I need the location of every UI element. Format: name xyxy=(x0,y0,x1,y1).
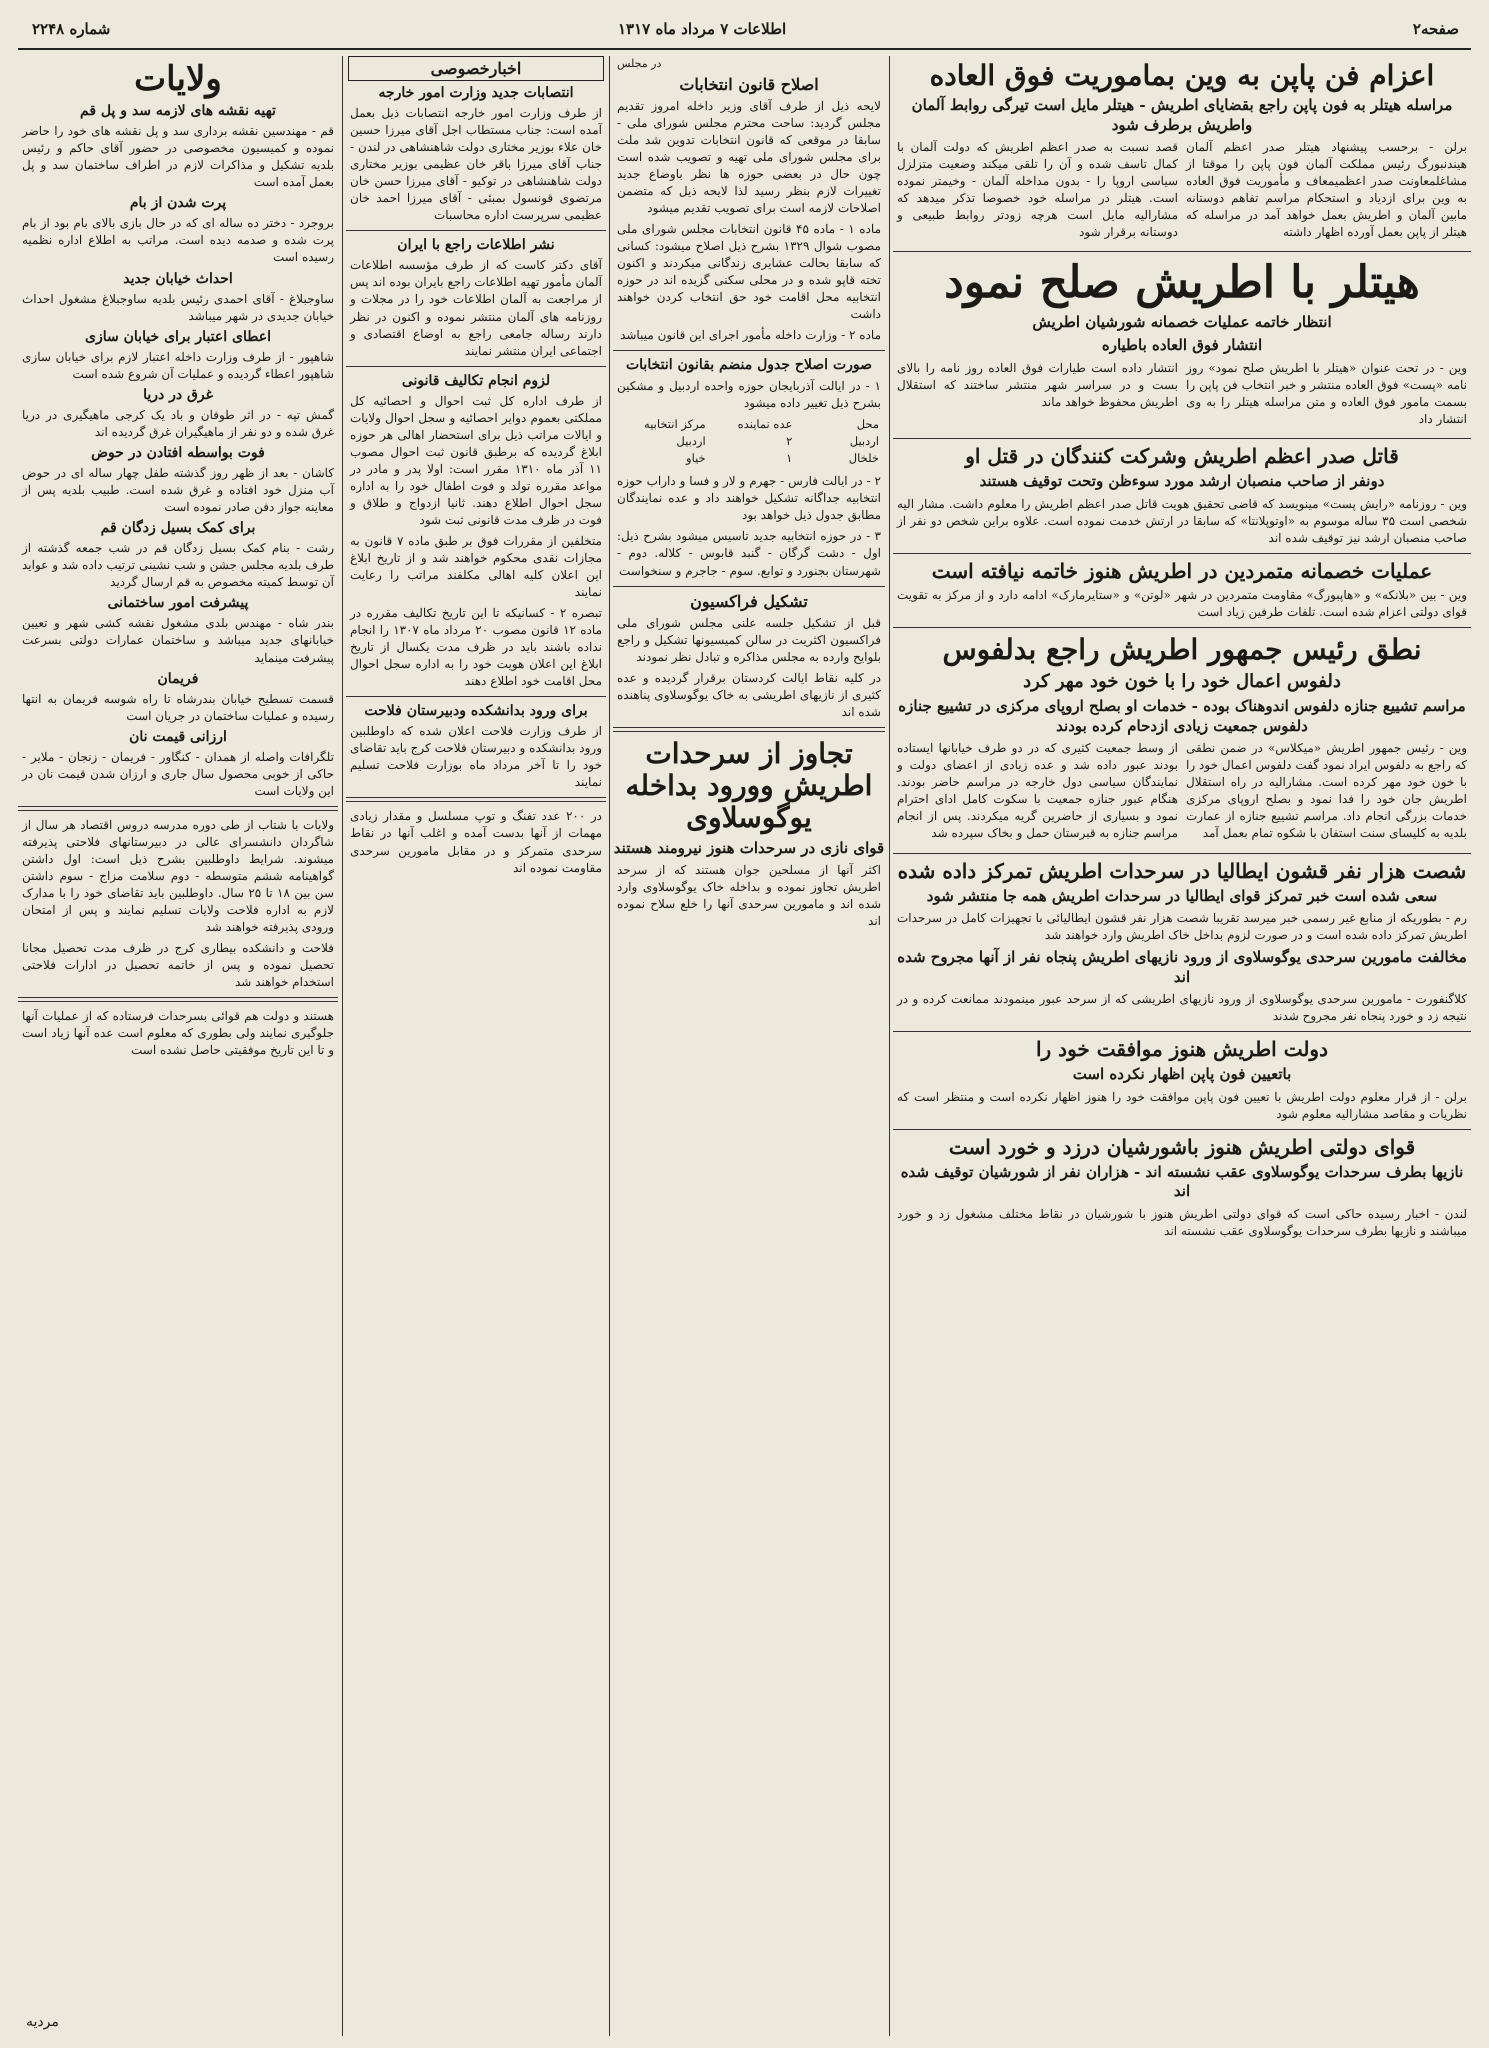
article-text: گمش تپه - در اثر طوفان و باد یک کرجی ماهیگیری در دریا غرق شده و دو نفر از ماهیگیران غرق گردیده اند xyxy=(22,407,334,439)
article-text: انتشار داده است طیارات فوق العاده روز نامه را بالای بست و در سراسر شهر منتشر ساختند که استقلال اطریش محفوظ خواهد ماند xyxy=(897,360,1178,410)
headline-austria-consent: دولت اطریش هنوز موافقت خود را xyxy=(1036,1037,1328,1062)
section-tag: در مجلس xyxy=(617,57,662,70)
headline-election-law: اصلاح قانون انتخابات xyxy=(679,74,819,94)
headline-president-speech: نطق رئیس جمهور اطریش راجع بدلفوس xyxy=(942,632,1422,666)
article-text: از طرف وزارت امور خارجه انتصابات ذیل بعمل آمده است: جناب مستطاب اجل آقای میرزا حسین خان علاء بوزیر مختاری دولت شاهنشاهی در لندن - جناب آقای میرزا باقر خان عظیمی بوزیر مختاری دولت شاهنشاهی در توکیو - آقای میرزا حسن خان مرتضوی قونسول بمبئی - آقای میرزا احمد خان عظیمی سرپرست اداره محاسبات xyxy=(350,106,602,223)
subhead-assassin: دونفر از صاحب منصبان ارشد مورد سوءظن وتحت توقیف هستند xyxy=(979,472,1385,491)
headline-appointments: انتصابات جدید وزارت امور خارجه xyxy=(378,85,574,101)
article-text: رشت - بنام کمک بسیل زدگان قم در شب جمعه گذشته از طرف بلدیه مجلس جشن و شب نشینی ترتیب داده شد و عواید آن توسط کمیته مخصوص به قم ارسال گردید xyxy=(22,541,334,590)
subhead-peace-2: انتشار فوق العاده باطیاره xyxy=(1101,336,1263,355)
article-text: در کلیه نقاط ایالت کردستان برقرار گردیده و عده کثیری از نازیهای اطریشی به خاک یوگوسلاوی پناهنده شده اند xyxy=(617,671,881,720)
headline-flood-aid: برای کمک بسیل زدگان قم xyxy=(100,520,256,537)
article-text: ماده ۱ - ماده ۴۵ قانون انتخابات مجلس شورای ملی مصوب شوال ۱۳۲۹ بشرح ذیل اصلاح میشود: کسانی که سابقا بحالت عشایری زندگانی میکردند و اکنون تخته قاپو شده و در محلی سکنی گزیده اند در حوزه انتخابیه محل اقامت خود حق انتخاب کردن خواهند داشت xyxy=(617,222,881,322)
subhead-yugoslav-border: مخالفت مامورین سرحدی یوگوسلاوی از ورود نازیهای اطریش پنجاه نفر از آنها مجروح شده اند xyxy=(897,948,1467,986)
article-text: از طرف اداره کل ثبت احوال و احصائیه کل مملکتی بعموم دوایر احصائیه و سجل احوال ولایات و ایالات مراتب ذیل برای استحضار اهالی هر حوزه ابلاغ گردیده که برطبق قانون ثبت احوال مصوب ۱۱ آذر ماه ۱۳۱۰ مقرر است: اولا پدر و مادر در مواعد مقرره تولد و فوت اطفال خود را به اداره سجل احوال اطلاع دهند. ثانیا ازدواج و طلاق و فوت در ظرف مدت قانونی ثبت شود xyxy=(350,393,602,527)
article-text: تلگرافات واصله از همدان - کنگاور - فریمان - زنجان - ملایر - حاکی از خوبی محصول سال جاری و ارزان شدن قیمت نان در این ولایات است xyxy=(22,749,334,798)
headline-agriculture-college: برای ورود بدانشکده ودبیرستان فلاحت xyxy=(364,703,588,720)
masthead xyxy=(18,14,1471,50)
article-text: بروجرد - دختر ده ساله ای که در حال بازی بالای بام بود از بام پرت شده و صدمه دیده است. مراتب به اطلاع اداره نظمیه رسیده است xyxy=(22,216,334,265)
headline-iran-info: نشر اطلاعات راجع با ایران xyxy=(397,237,555,254)
subhead-italy: سعی شده است خبر تمرکز قوای ایطالیا در سرحدات اطریش همه جا منتشر شود xyxy=(926,886,1438,905)
headline-assassin: قاتل صدر اعظم اطریش وشرکت کنندگان در قتل او xyxy=(965,444,1399,469)
headline-legal-duties: لزوم انجام تکالیف قانونی xyxy=(401,372,551,389)
article-text: هستند و دولت هم قوائی بسرحدات فرستاده که از عملیات آنها جلوگیری نمایند ولی بطوری که معلوم است عده آنها زیاد است و تا این تاریخ موفقیتی حاصل نشده است xyxy=(22,1009,334,1058)
headline-border-crossing: تجاوز از سرحدات اطریش وورود بداخله یوگوسلاوی xyxy=(625,737,873,835)
article-text: برلن - برحسب پیشنهاد هیتلر صدر اعظم آلمان هیندنبورگ رئیس مملکت آلمان فون پاپن را موقتا از مشاغلمعاونت صدر اعظمیمعاف و مأموریت فوق العاده به وین برای ازدیاد و استحکام مراسم تفاهم دوستانه مابین آلمان و اطریش بعمل خواهد آمد در مراسله که هیتلر از پاپن بعمل آورده اظهار داشته xyxy=(1186,140,1467,240)
article-text: لندن - اخبار رسیده حاکی است که قوای دولتی اطریش هنوز با شورشیان در نقاط مختلف مشغول زد و خورد میباشند و نازیها بطرف سرحدات یوگوسلاوی عقب نشسته اند xyxy=(897,1206,1467,1238)
article-text: ولایات با شتاب از طی دوره مدرسه دروس اقتصاد هر سال از شاگردان دانشسرای عالی در دبیرستانهای فلاحتی پذیرفته میشوند. شرایط داوطلبین بشرح ذیل است: اول داشتن گواهینامه ششم متوسطه - دوم سلامت مزاج - سوم داشتن سن بین ۱۸ تا ۲۵ سال. داوطلبین باید تقاضای خود را با مدارک لازم به اداره فلاحت ولایات تسلیم نمایند و پس از امتحان ورودی پذیرفته خواهند شد xyxy=(22,817,334,935)
district-table xyxy=(619,416,879,468)
article-text: کاشان - بعد از ظهر روز گذشته طفل چهار ساله ای در حوض آب منزل خود افتاده و غرق شده است. طبیب بلدیه پس از معاینه جواز دفن صادر نموده است xyxy=(22,466,334,515)
section-title: اخبارخصوصی xyxy=(348,56,604,81)
article-text: متخلفین از مقررات فوق بر طبق ماده ۷ قانون به مجازات نقدی محکوم خواهند شد و از تاریخ ابلاغ این اعلان کلیه اهالی مکلفند مراتب را رعایت نمایند xyxy=(350,533,602,600)
table-cell: خلخال xyxy=(848,451,879,466)
article-text: ۱ - در ایالت آذربایجان حوزه واحده اردبیل و مشکین بشرح ذیل تغییر داده میشود xyxy=(617,378,881,410)
table-cell: ۲ xyxy=(786,433,793,448)
paper-date: اطلاعات ۷ مرداد ماه ۱۳۱۷ xyxy=(618,20,787,38)
column-special-news xyxy=(346,56,606,2036)
headline-faction: تشکیل فراکسیون xyxy=(690,591,808,611)
table-cell: اردبیل xyxy=(676,433,706,448)
table-cell: خیاو xyxy=(686,451,706,466)
subhead-border: قوای نازی در سرحدات هنوز نیرومند هستند xyxy=(613,838,885,857)
subhead-papen: مراسله هیتلر به فون پاپن راجع بقضایای اطریش - هیتلر مایل است تیرگی روابط آلمان واطریش برطرف شود xyxy=(911,96,1453,134)
headline-papen: اعزام فن پاپن به وین بماموریت فوق العاده xyxy=(929,59,1435,92)
article-text: بندر شاه - مهندس بلدی مشغول نقشه کشی شهر و تعیین خیابانهای جدید میباشد و ساختمان عمارات دولتی بسرعت پیشرفت مینماید xyxy=(22,616,334,665)
article-text: تبصره ۲ - کسانیکه تا این تاریخ تکالیف مقرره در ماده ۱۲ قانون مصوب ۲۰ مرداد ماه ۱۳۰۷ را انجام نداده باشند باید در ظرف مدت یکسال از تاریخ ابلاغ این اعلان هویت خود را به اداره سجل احوال محل اقامت خود اطلاع دهند xyxy=(350,606,602,689)
table-cell: مرکز انتخابیه xyxy=(644,416,706,431)
headline-rebels: عملیات خصمانه متمردین در اطریش هنوز خاتمه نیافته است xyxy=(931,558,1433,583)
table-cell: اردبیل xyxy=(849,433,879,448)
article-text: وین - بین «بلانکه» و «هاپبورگ» مقاومت متمردین در شهر «لوتن» و «ستایرمارک» ادامه دارد و از مرکز به تقویت قوای دولتی اعزام شده است. تلفات طرفین زیاد است xyxy=(897,587,1467,619)
headline-peace: هیتلر با اطریش صلح نمود xyxy=(944,257,1420,309)
headline-drowning-sea: غرق در دریا xyxy=(143,386,213,403)
article-text: فلاحت و دانشکده بیطاری کرج در ظرف مدت تحصیل مجانا تحصیل نموده و پس از خاتمه تحصیل در ادارات فلاحتی استخدام خواهند شد xyxy=(22,941,334,990)
table-cell: ۱ xyxy=(786,451,793,466)
column-parliament xyxy=(613,56,885,2036)
headline-construction: پیشرفت امور ساختمانی xyxy=(107,595,249,612)
headline-fighting: قوای دولتی اطریش هنوز باشورشیان درزد و خورد است xyxy=(948,1134,1416,1159)
article-text: اکثر آنها از مسلحین جوان هستند که از سرحد اطریش تجاوز نموده و بداخله خاک یوگوسلاوی وارد شده اند و مامورین سرحدی آنها را خلع سلاح نموده اند xyxy=(617,863,881,929)
table-cell: عده نماینده xyxy=(737,416,793,431)
headline-drowning-pool: فوت بواسطه افتادن در حوض xyxy=(91,444,265,461)
article-text: از وسط جمعیت کثیری که در دو طرف خیابانها ایستاده بودند عبور داده شد و عده زیادی از اعضای دولت و نمایندگان سیاسی دول خارجه در مراسم حاضر بودند. هنگام عبور جنازه جمعیت با سکوت کامل ادای احترام نمود و بسیاری از حاضرین گریه میکردند. پس از انجام مراسم جنازه به قبرستان حمل و بخاک سپرده شد xyxy=(897,741,1178,841)
headline-street-credit: اعطای اعتبار برای خیابان سازی xyxy=(85,328,271,345)
headline-roof-fall: پرت شدن از بام xyxy=(129,195,227,212)
subhead-peace: انتظار خاتمه عملیات خصمانه شورشیان اطریش xyxy=(1032,312,1332,331)
subhead-consent: باتعیین فون پاپن اظهار نکرده است xyxy=(1072,1065,1292,1084)
subhead-fighting: نازیها بطرف سرحدات یوگوسلاوی عقب نشسته اند - هزاران نفر از شورشیان توقیف شده اند xyxy=(900,1162,1464,1201)
article-text: وین - روزنامه «رایش پست» مینویسد که قاضی تحقیق هویت قاتل صدر اعظم اطریش را معلوم داشت. مشار الیه شخصی است ۳۵ ساله موسوم به «اوتوپلانتا» که سابقا در ارتش خدمت نموده است. علاوه براین شخص دو نفر از صاحب منصبان ارشد نیز توقیف شده اند xyxy=(897,496,1467,545)
page-number: صفحه۲ xyxy=(1412,20,1459,38)
article-text: رم - بطوریکه از منابع غیر رسمی خبر میرسد تقریبا شصت هزار نفر قشون ایطالیائی با تجهیزات کامل در سرحدات اطریش تمرکز داده شده است و در صورت لزوم بداخل خاک اطریش وارد خواهند شد xyxy=(897,911,1467,943)
article-text: لایحه ذیل از طرف آقای وزیر داخله امروز تقدیم مجلس گردید: ساحت محترم مجلس شورای ملی - سابقا در موقعی که قانون انتخابات تدوین شد ملت برای مجلس شورای ملی تهیه و تصویب شده است چون حال در بعضی حوزه ها نظر باوضاع جدید تغییرات لازم بنظر رسید لذا لایحه ذیل که متضمن اصلاحات لازمه است برای تصویب تقدیم میشود xyxy=(617,99,881,216)
article-text: قبل از تشکیل جلسه علنی مجلس شورای ملی فراکسیون اکثریت در سالن کمیسیونها تشکیل و راجع بلوایح وارده به مجلس مذاکره و تبادل نظر نمودند xyxy=(617,615,881,664)
article-text: ۳ - در حوزه انتخابیه جدید تاسیس میشود بشرح ذیل: اول - دشت گرگان - گنبد قابوس - کلاله. دوم - شهرستان بجنورد و توابع. سوم - جاجرم و سنخواست xyxy=(617,529,881,578)
article-text: ۲ - در ایالت فارس - جهرم و لار و فسا و داراب حوزه انتخابیه جداگانه تشکیل خواهند داد و عده نمایندگان مطابق جدول ذیل خواهد بود xyxy=(617,474,881,523)
article-text: کلاگنفورت - مامورین سرحدی یوگوسلاوی از ورود نازیهای اطریشی که از سرحد عبور مینمودند ممانعت کرده و در نتیجه زد و خورد پنجاه نفر مجروح شدند xyxy=(897,992,1467,1024)
issue-number: شماره ۲۲۴۸ xyxy=(32,20,111,38)
headline-new-street: احداث خیابان جدید xyxy=(123,270,233,287)
article-text: ماده ۲ - وزارت داخله مأمور اجرای این قانون میباشد xyxy=(620,328,881,343)
article-text: وین - در تحت عنوان «هیتلر با اطریش صلح نمود» روز نامه «پست» فوق العاده منتشر و خبر انتخاب فن پاپن را بسمت مامور فوق العاده و متن مراسله هیتلر را به وی انتشار داد xyxy=(1186,360,1467,427)
footer-mark: مردیه xyxy=(26,2014,59,2030)
article-text: در ۲۰۰ عدد تفنگ و توپ مسلسل و مقدار زیادی مهمات از آنها بدست آمده و اغلب آنها در نقاط سرحدی متمرکز و در مقابل مامورین سرحدی مقاومت نموده اند xyxy=(350,809,602,875)
article-text: قم - مهندسین نقشه برداری سد و پل نقشه های خود را حاضر نموده و کمیسیون مخصوصی در حضور آقای حاکم و رئیس بلدیه تشکیل و مذاکرات لازم در اطراف ساختمان سد و پل بعمل آمده است xyxy=(22,124,334,190)
newspaper-page xyxy=(18,14,1471,2036)
headline-italy-troops: شصت هزار نفر قشون ایطالیا در سرحدات اطریش تمرکز داده شده xyxy=(897,858,1467,883)
article-text: شاهپور - از طرف وزارت داخله اعتبار لازم برای خیابان سازی شاهپور اعطاء گردیده و عملیات آن شروع شده است xyxy=(22,349,334,381)
article-text: از طرف وزارت فلاحت اعلان شده که داوطلبین ورود بدانشکده و دبیرستان فلاحت کرج باید تقاضای خود را تا آخر مرداد ماه بوزارت فلاحت تسلیم نمایند xyxy=(350,724,602,790)
headline-dam-bridge: تهیه نقشه های لازمه سد و پل قم xyxy=(80,103,276,120)
section-title: ولایات xyxy=(134,59,222,99)
column-foreign-news xyxy=(893,56,1471,2036)
column-provinces xyxy=(18,56,338,2036)
subhead-funeral: مراسم تشییع جنازه دلفوس اندوهناک بوده - خدمات او بصلح اروپای مرکزی در تشییع جنازه دلفوس جمعیت زیادی ازدحام کرده بودند xyxy=(898,697,1466,735)
headline-fariman: فریمان xyxy=(157,670,199,687)
table-cell: محل xyxy=(856,416,879,431)
article-text: برلن - از قرار معلوم دولت اطریش با تعیین فون پاپن موافقت خود را هنوز اظهار نکرده است و منتظر است که نظریات و مقاصد مشارالیه معلوم شود xyxy=(897,1089,1467,1121)
subhead-speech: دلفوس اعمال خود را با خون خود مهر کرد xyxy=(1023,670,1341,692)
article-text: قصد نسبت به صدر اعظم اطریش که دولت آلمان با کمال تاسف شده و آن را تلقی میکند وضعیت متزلزل سیاسی اروپا را - بدون مداخله آلمان - وخیمتر نموده است. هیتلر در مراسله خود خصوصا تذکر میدهد که مشارالیه مایل است هرچه زودتر روابط طبیعی و دوستانه برقرار شود xyxy=(897,140,1178,240)
headline-bread-price: ارزانی قیمت نان xyxy=(129,728,227,745)
article-text: وین - رئیس جمهور اطریش «میکلاس» در ضمن نطقی که راجع به دلفوس ایراد نمود گفت دلفوس اعمال خود را با خون خود مهر کرده است. مشارالیه در راه استقلال اطریش جان خود را فدا نمود و بصلح اروپای مرکزی خدمات بزرگی انجام داد. مراسم تشییع جنازه از عمارت بلدیه به کلیسای سنت استفان با شکوه تمام بعمل آمد xyxy=(1186,741,1467,841)
article-text: ساوجبلاغ - آقای احمدی رئیس بلدیه ساوجبلاغ مشغول احداث خیابان جدیدی در شهر میباشد xyxy=(22,291,334,323)
headline-election-table: صورت اصلاح جدول منضم بقانون انتخابات xyxy=(625,357,873,374)
article-text: آقای دکتر کاست که از طرف مؤسسه اطلاعات آلمان مأمور تهیه اطلاعات راجع بایران بوده اند پس از مراجعت به آلمان اطلاعات خود را در مجلات و روزنامه های آلمان منتشر نموده و اکنون در نظر دارند رساله جامعی راجع به اوضاع اقتصادی و اجتماعی ایران منتشر نمایند xyxy=(350,258,602,358)
article-text: قسمت تسطیح خیابان بندرشاه تا راه شوسه فریمان به انتها رسیده و عملیات ساختمان در جریان است xyxy=(22,691,334,723)
